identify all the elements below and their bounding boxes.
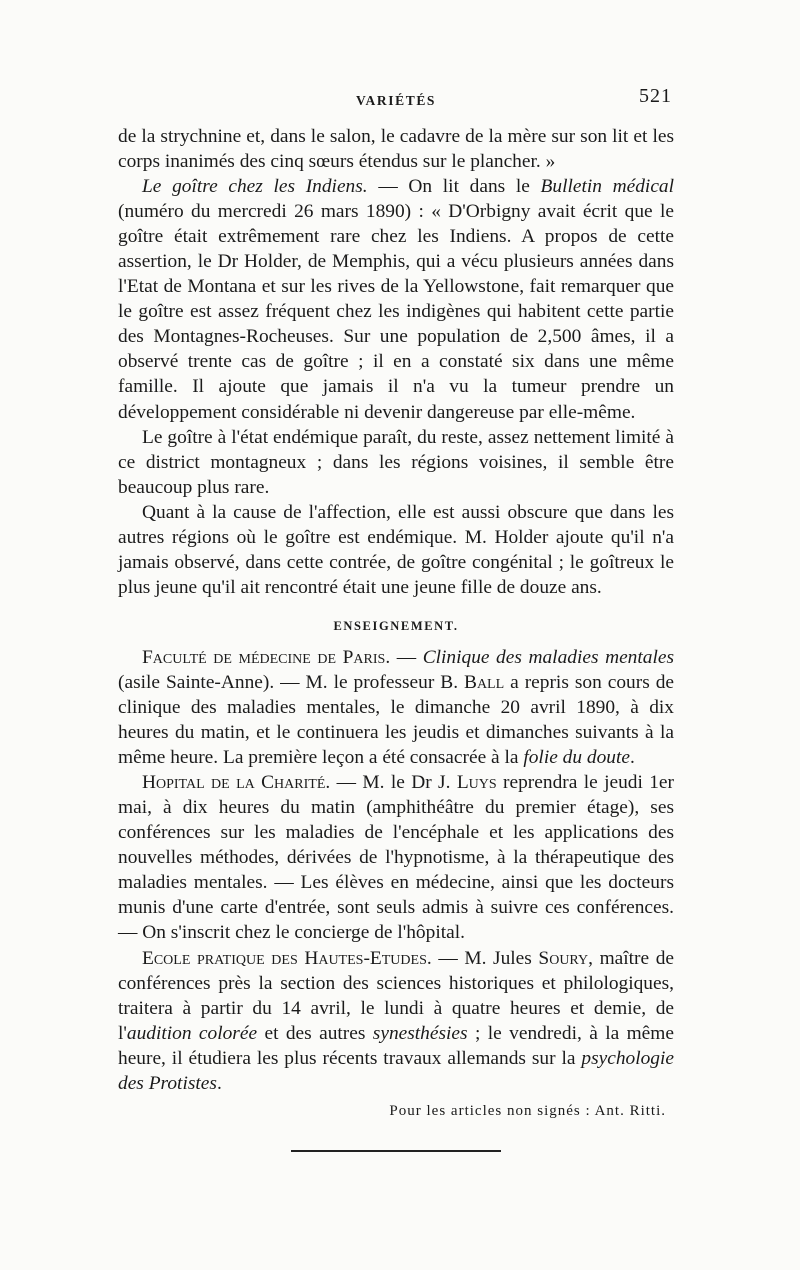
paragraph-endemic: Le goître à l'état endémique paraît, du reste, assez nettement limité à ce district montagneux ; dans les régions voisines, il semble être beaucoup plus rare. bbox=[118, 426, 674, 498]
running-head bbox=[118, 85, 674, 124]
course-title: Clinique des maladies mentales bbox=[422, 646, 674, 668]
page-number: 521 bbox=[639, 85, 672, 107]
paragraph-strychnine: de la strychnine et, dans le salon, le cadavre de la mère sur son lit et les corps inanimés des cinq sœurs étendus sur le plancher. » bbox=[118, 126, 674, 173]
document-page bbox=[118, 85, 675, 1152]
paragraph-text: (numéro du mercredi 26 mars 1890) : « D'Orbigny avait écrit que le goître était extrêmement rare chez les Indiens. A propos de cette assertion, le Dr Holder, de Memphis, qui a vécu plusieurs années dans l'Etat de Montana et sur les rives de la Yellowstone, fait remarquer que le goître est assez fréquent chez les indigènes qui habitent cette partie des Montagnes-Rocheuses. Sur une population de 2,500 âmes, il a observé trente cas de goître ; il en a constaté six dans une même famille. Il ajoute que jamais il n'a vu la tumeur prendre un développement considérable ni devenir dangereuse par elle-même. bbox=[118, 201, 674, 423]
institution-name: Hopital de la Charité. bbox=[142, 772, 331, 794]
lecture-topic: audition colorée bbox=[126, 1022, 258, 1044]
person-name: Ball bbox=[464, 671, 505, 693]
section-heading: ENSEIGNEMENT. bbox=[333, 618, 459, 633]
paragraph-goitre bbox=[118, 174, 674, 424]
paragraph-cause: Quant à la cause de l'affection, elle est aussi obscure que dans les autres régions où le goître est endémique. M. Holder ajoute qu'il n'a jamais observé, dans cette contrée, de goître congénital ; le goîtreux le plus jeune qu'il ait rencontré était une jeune fille de douze ans. bbox=[118, 501, 674, 598]
running-title: VARIÉTÉS bbox=[355, 93, 437, 108]
lecture-topic: synesthésies bbox=[372, 1022, 468, 1044]
paragraph-text: — On lit dans le bbox=[367, 176, 541, 198]
institution-name: Faculté de médecine de Paris. bbox=[142, 646, 391, 668]
signature-line: Pour les articles non signés : Ant. Ritti. bbox=[389, 1102, 666, 1119]
person-name: Soury bbox=[538, 947, 589, 969]
paragraph-charite: Hopital de la Charité. — M. le Dr J. Luys reprendra le jeudi 1er mai, à dix heures du matin (amphithéâtre du premier étage), ses conférences sur les maladies de l'encéphale et les applications des nouvelles méthodes, dérivées de l'hypnotisme, à la thérapeutique des maladies mentales. — Les élèves en médecine, ainsi que les docteurs munis d'une carte d'entrée, sont seuls admis à suivre ces conférences. — On s'inscrit chez le concierge de l'hôpital. bbox=[118, 772, 674, 944]
closing-rule bbox=[291, 1150, 501, 1152]
paragraph-ecole: Ecole pratique des Hautes-Etudes. — M. Jules Soury, maître de conférences près la section des sciences historiques et philologiques, traitera à partir du 14 avril, le lundi à quatre heures et demie, de l'audition colorée et des autres synesthésies ; le vendredi, à la même heure, il étudiera les plus récents travaux allemands sur la psychologie des Protistes. bbox=[118, 947, 675, 1094]
institution-name: Ecole pratique des Hautes-Etudes. bbox=[142, 947, 432, 969]
paragraph-faculte: Faculté de médecine de Paris. — Clinique des maladies mentales (asile Sainte-Anne). — M. le professeur B. Ball a repris son cours de clinique des maladies mentales, le dimanche 20 avril 1890, à dix heures du matin, et le continuera les jeudis et dimanches suivants à la même heure. La première leçon a été consacrée à la folie du doute. bbox=[118, 646, 675, 769]
lecture-topic: psychologie des Protistes bbox=[118, 1047, 674, 1094]
article-title: Le goître chez les Indiens. bbox=[142, 176, 368, 198]
person-name: Luys bbox=[456, 772, 497, 794]
lesson-topic: folie du doute bbox=[523, 747, 630, 769]
journal-title: Bulletin médical bbox=[540, 176, 675, 198]
